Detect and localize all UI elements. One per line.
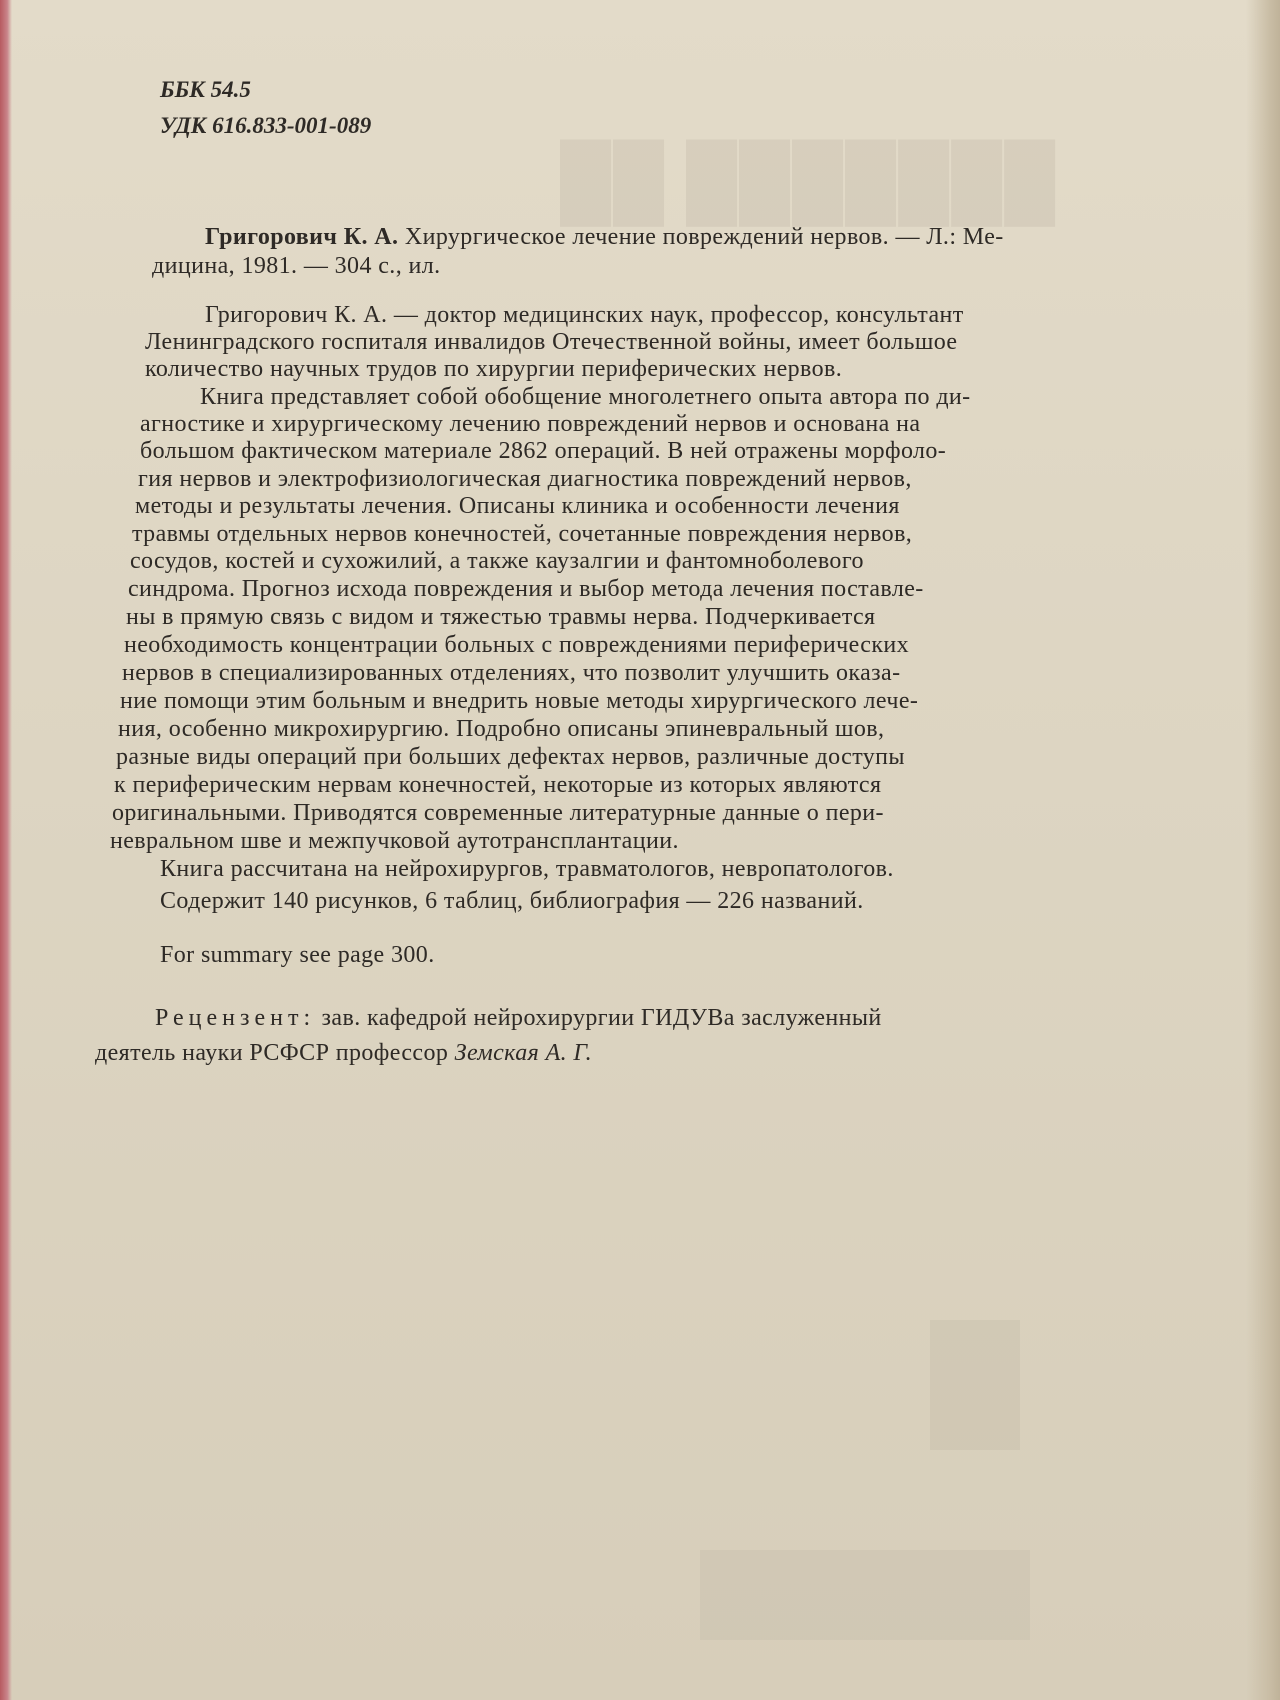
show-through-imprint [700, 1550, 1030, 1640]
reviewer-label: Рецензент: [155, 1005, 316, 1031]
citation-author: Григорович К. А. [205, 224, 399, 250]
classification-codes [160, 72, 371, 144]
annotation-line: методы и результаты лечения. Описаны клиника и особенности лечения [135, 493, 900, 519]
annotation-line: сосудов, костей и сухожилий, а также каузалгии и фантомноболевого [130, 548, 864, 574]
summary-note: For summary see page 300. [160, 942, 435, 968]
show-through-title: ██ ███████ [560, 141, 1058, 221]
annotation-line: нервов в специализированных отделениях, что позволит улучшить оказа- [122, 660, 901, 686]
annotation-line: Ленинградского госпиталя инвалидов Отечественной войны, имеет большое [145, 329, 958, 355]
reviewer-position: зав. кафедрой нейрохирургии ГИДУВа заслуженный [315, 1005, 882, 1031]
annotation-line: ния, особенно микрохирургию. Подробно описаны эпиневральный шов, [118, 716, 885, 742]
citation-title: Хирургическое лечение повреждений нервов. — Л.: Ме- [398, 224, 1004, 250]
annotation-line: травмы отдельных нервов конечностей, сочетанные повреждения нервов, [132, 521, 913, 547]
citation-line-2: дицина, 1981. — 304 с., ил. [152, 253, 441, 279]
annotation-line: большом фактическом материале 2862 операций. В ней отражены морфоло- [140, 438, 947, 464]
annotation-line: оригинальными. Приводятся современные литературные данные о пери- [112, 800, 884, 826]
annotation-line: необходимость концентрации больных с повреждениями периферических [124, 632, 910, 658]
annotation-line: количество научных трудов по хирургии периферических нервов. [145, 356, 843, 382]
right-page-edge [1246, 0, 1280, 1700]
citation-line-1 [205, 224, 1004, 251]
reviewer-name: Земская А. Г. [454, 1040, 593, 1066]
annotation-line: Книга представляет собой обобщение многолетнего опыта автора по ди- [200, 384, 971, 410]
reviewer-title: деятель науки РСФСР профессор [95, 1040, 455, 1066]
annotation-line: ние помощи этим больным и внедрить новые методы хирургического лече- [120, 688, 919, 714]
bbk-code: ББК 54.5 [160, 77, 251, 102]
annotation-line: разные виды операций при больших дефектах нервов, различные доступы [116, 744, 905, 770]
annotation-line: ны в прямую связь с видом и тяжестью травмы нерва. Подчеркивается [126, 604, 876, 630]
annotation-line: к периферическим нервам конечностей, некоторые из которых являются [114, 772, 882, 798]
left-page-edge [0, 0, 12, 1700]
annotation-line: гия нервов и электрофизиологическая диагностика повреждений нервов, [138, 466, 912, 492]
annotation-line: Григорович К. А. — доктор медицинских наук, профессор, консультант [205, 302, 964, 328]
annotation-line: невральном шве и межпучковой аутотрансплантации. [110, 828, 679, 854]
reviewer-line-1 [155, 1005, 882, 1032]
annotation-line: Книга рассчитана на нейрохирургов, травматологов, невропатологов. [160, 856, 894, 882]
annotation-line: агностике и хирургическому лечению повреждений нервов и основана на [140, 411, 921, 437]
annotation-line: синдрома. Прогноз исхода повреждения и выбор метода лечения поставле- [128, 576, 924, 602]
reviewer-line-2 [95, 1040, 592, 1067]
udk-code: УДК 616.833-001-089 [160, 113, 372, 138]
show-through-mark [930, 1320, 1020, 1450]
annotation-line: Содержит 140 рисунков, 6 таблиц, библиография — 226 названий. [160, 888, 864, 914]
